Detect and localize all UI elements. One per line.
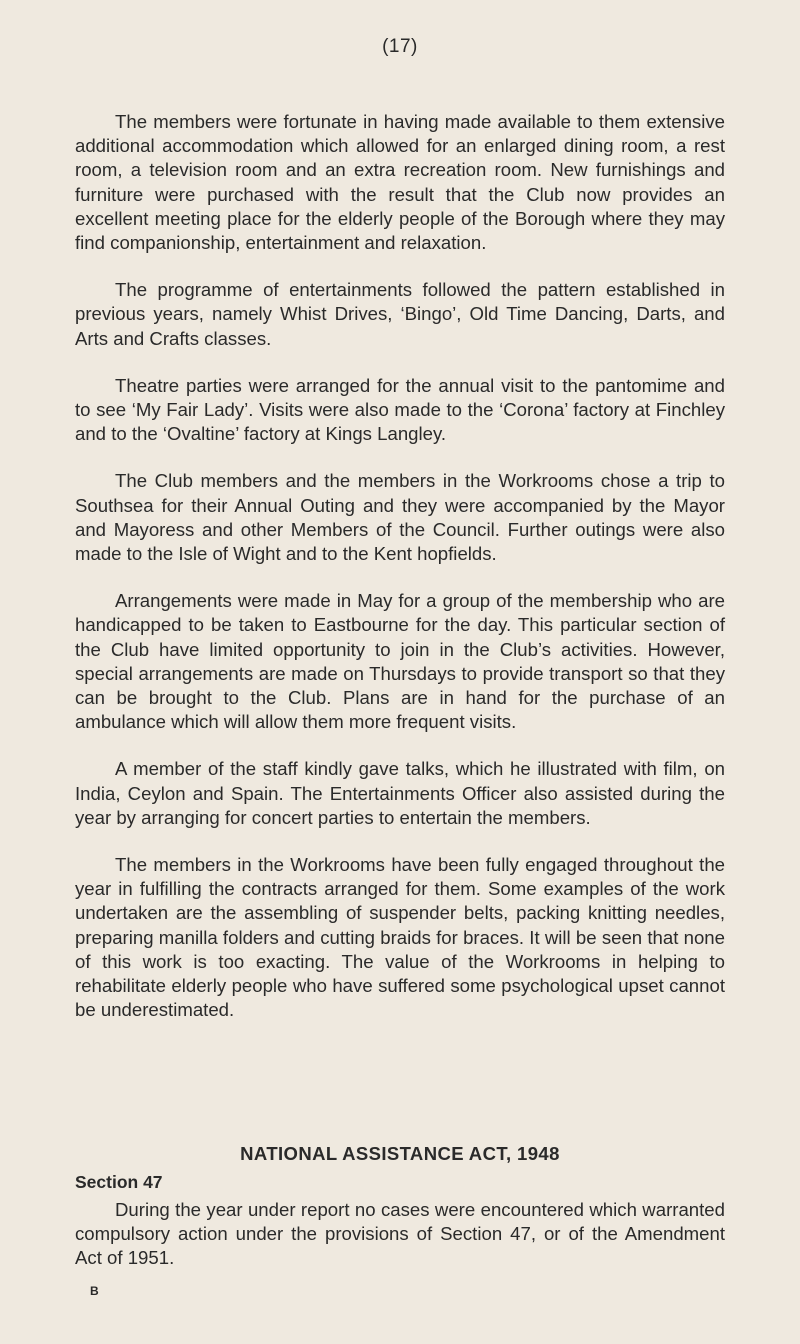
section-47-text: During the year under report no cases were encountered which warranted compulsory action under the provisions of Section 47, or of the Amendment Act of 1951.	[75, 1199, 725, 1269]
section-label: Section 47	[75, 1172, 163, 1192]
paragraph-staff-talks: A member of the staff kindly gave talks, which he illustrated with film, on India, Ceylon and Spain. The Entertainments Officer also assisted during the year by arranging for concert parties to entertain the members.	[75, 758, 725, 828]
section-heading: NATIONAL ASSISTANCE ACT, 1948	[240, 1143, 560, 1164]
signature-mark: B	[90, 1284, 99, 1298]
body-text	[75, 110, 725, 1046]
paragraph-theatre-parties: Theatre parties were arranged for the annual visit to the pantomime and to see ‘My Fair Lady’. Visits were also made to the ‘Corona’ factory at Finchley and to the ‘Ovaltine’ factory at Kings Langley.	[75, 374, 725, 445]
paragraph-programme: The programme of entertainments followed the pattern established in previous years, namely Whist Drives, ‘Bingo’, Old Time Dancing, Darts, and Arts and Crafts classes.	[75, 279, 725, 349]
page-number: (17)	[382, 36, 418, 57]
paragraph-outings: The Club members and the members in the Workrooms chose a trip to Southsea for their Annual Outing and they were accompanied by the Mayor and Mayoress and other Members of the Council. Further outings were also made to the Isle of Wight and to the Kent hopfields.	[75, 470, 725, 565]
paragraph-accommodation: The members were fortunate in having made available to them extensive additional accommodation which allowed for an enlarged dining room, a rest room, a television room and an extra recreation room. New furnishings and furniture were purchased with the result that the Club now provides an excellent meeting place for the elderly people of the Borough where they may find companionship, entertainment and relaxation.	[75, 111, 725, 254]
paragraph-workrooms: The members in the Workrooms have been fully engaged throughout the year in fulfilling the contracts arranged for them. Some examples of the work undertaken are the assembling of suspender belts, packing knitting needles, preparing manilla folders and cutting braids for braces. It will be seen that none of this work is too exacting. The value of the Workrooms in helping to rehabilitate elderly people who have suffered some psychological upset cannot be underestimated.	[75, 854, 725, 1021]
paragraph-handicapped-members: Arrangements were made in May for a group of the membership who are handicapped to be taken to Eastbourne for the day. This particular section of the Club have limited opportunity to join in the Club’s activities. However, special arrangements are made on Thursdays to provide transport so that they can be brought to the Club. Plans are in hand for the purchase of an ambulance which will allow them more frequent visits.	[75, 590, 725, 733]
